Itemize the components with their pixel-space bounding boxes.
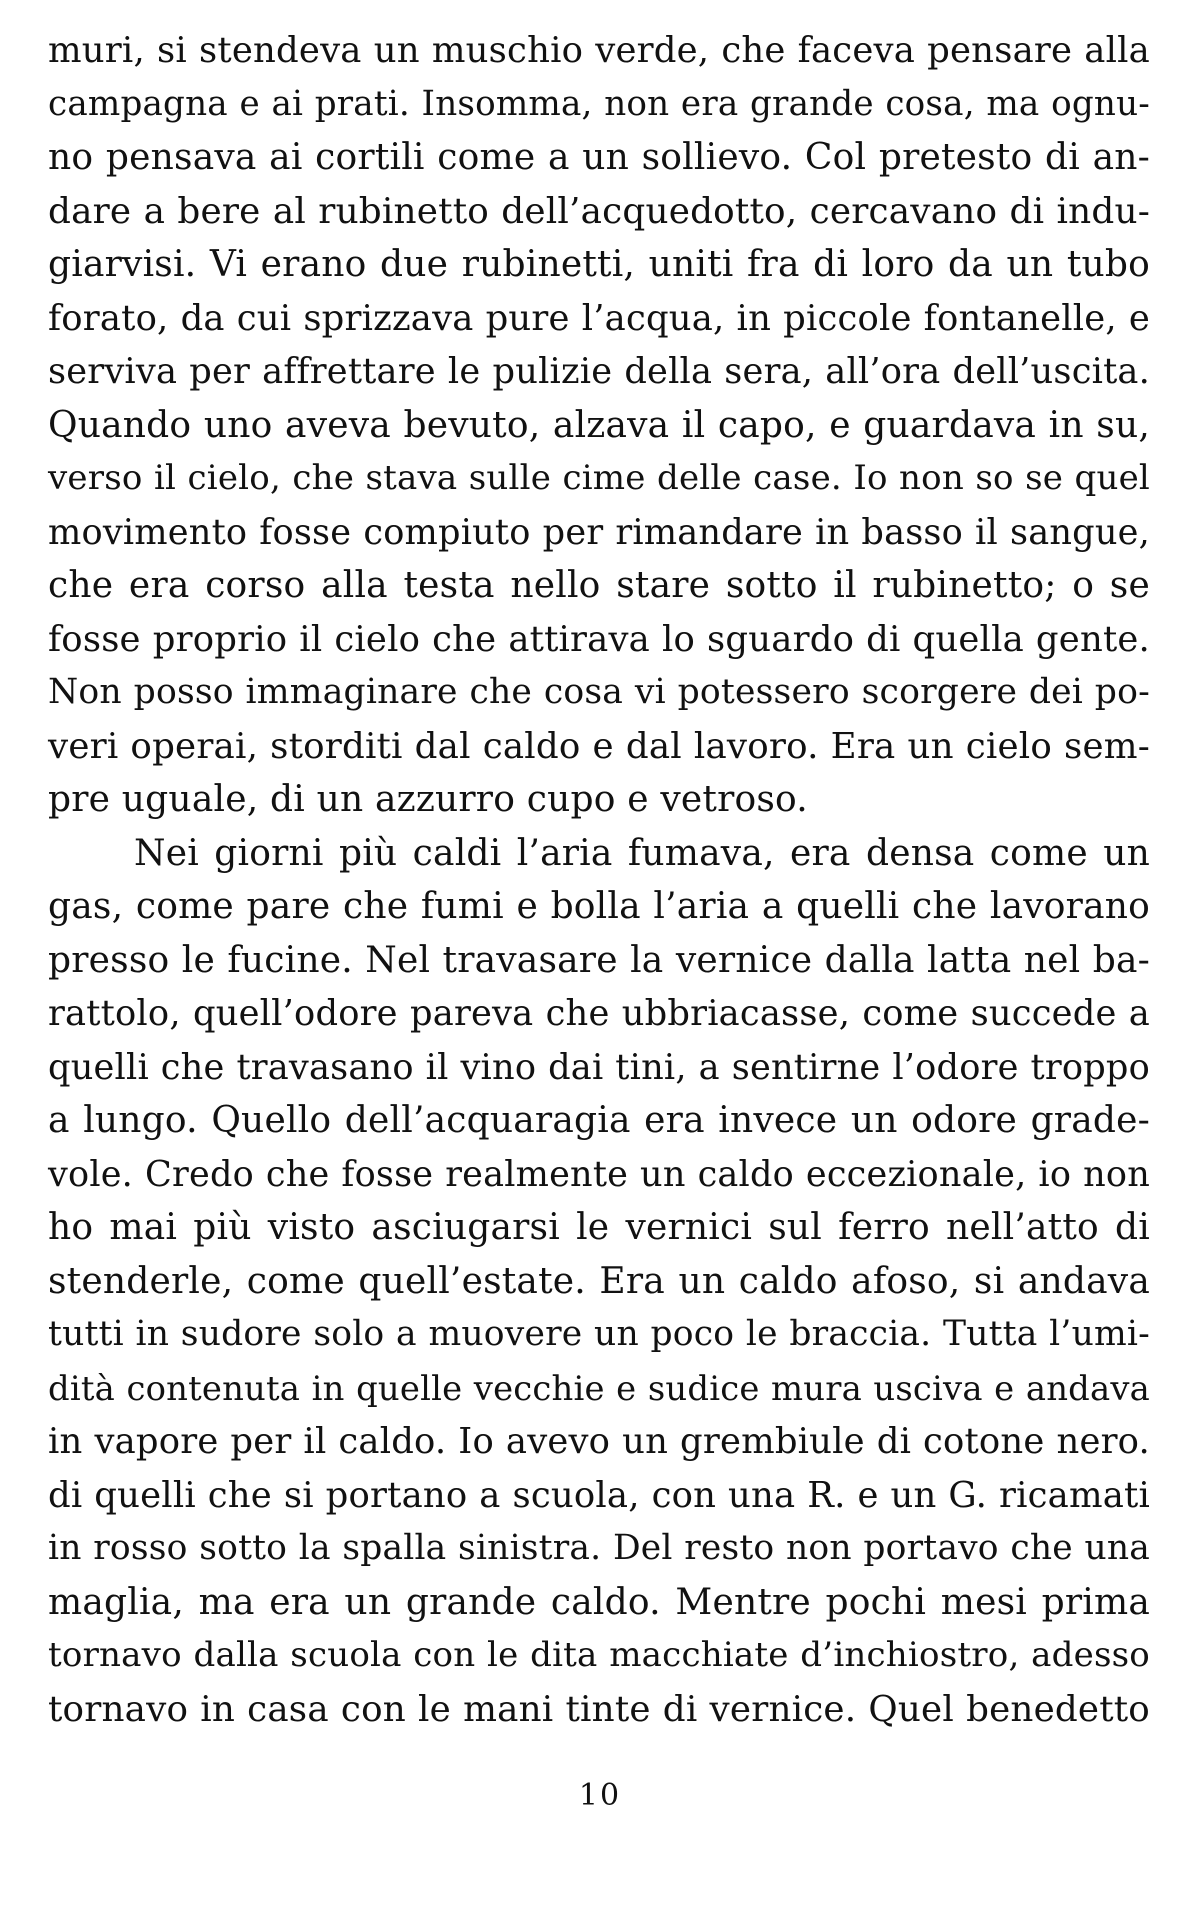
text-line: in vapore per il caldo. Io avevo un grembiule di cotone nero. [48, 1421, 1150, 1462]
page-number: 10 [578, 1778, 622, 1813]
text-line: verso il cielo, che stava sulle cime delle case. Io non so se quel [48, 458, 1150, 498]
text-line: campagna e ai prati. Insomma, non era grande cosa, ma ognu- [48, 83, 1150, 124]
text-line: rattolo, quell’odore pareva che ubbriacasse, come succede a [48, 993, 1150, 1034]
text-line: stenderle, come quell’estate. Era un caldo afoso, si andava [48, 1260, 1150, 1302]
text-line: Quando uno aveva bevuto, alzava il capo, e guardava in su, [48, 404, 1150, 446]
body-text [48, 24, 1150, 1736]
text-line: movimento fosse compiuto per rimandare in basso il sangue, [48, 511, 1150, 553]
text-line: maglia, ma era un grande caldo. Mentre pochi mesi prima [48, 1581, 1150, 1623]
paragraph-start-line: Nei giorni più caldi l’aria fumava, era densa come un [134, 832, 1150, 874]
text-line: presso le fucine. Nel travasare la vernice dalla latta nel ba- [48, 939, 1150, 981]
text-line: no pensava ai cortili come a un sollievo. Col pretesto di an- [48, 137, 1150, 178]
text-line: Non posso immaginare che cosa vi potessero scorgere dei po- [48, 672, 1150, 712]
text-line: quelli che travasano il vino dai tini, a sentirne l’odore troppo [48, 1046, 1150, 1088]
text-line: gas, come pare che fumi e bolla l’aria a quelli che lavorano [48, 886, 1150, 927]
text-line: tornavo in casa con le mani tinte di vernice. Quel benedetto [48, 1688, 1150, 1730]
text-line: veri operai, storditi dal caldo e dal lavoro. Era un cielo sem- [48, 725, 1150, 767]
text-line: tutti in sudore solo a muovere un poco le braccia. Tutta l’umi- [48, 1314, 1150, 1354]
paragraph-end-line: pre uguale, di un azzurro cupo e vetroso. [48, 779, 808, 820]
text-line: vole. Credo che fosse realmente un caldo eccezionale, io non [48, 1153, 1150, 1195]
text-line: giarvisi. Vi erano due rubinetti, uniti fra di loro da un tubo [48, 244, 1150, 285]
text-line: a lungo. Quello dell’acquaragia era invece un odore grade- [48, 1100, 1150, 1141]
text-line: dità contenuta in quelle vecchie e sudice mura usciva e andava [48, 1368, 1150, 1408]
text-line: forato, da cui sprizzava pure l’acqua, in piccole fontanelle, e [48, 297, 1150, 339]
text-line: serviva per affrettare le pulizie della sera, all’ora dell’uscita. [48, 351, 1150, 392]
text-line: di quelli che si portano a scuola, con una R. e un G. ricamati [48, 1474, 1150, 1516]
text-line: in rosso sotto la spalla sinistra. Del resto non portavo che una [48, 1528, 1150, 1568]
text-line: muri, si stendeva un muschio verde, che faceva pensare alla [48, 30, 1150, 71]
text-line: tornavo dalla scuola con le dita macchiate d’inchiostro, adesso [48, 1635, 1150, 1675]
text-line: che era corso alla testa nello stare sotto il rubinetto; o se [48, 565, 1150, 606]
text-line: fosse proprio il cielo che attirava lo sguardo di quella gente. [48, 618, 1150, 660]
text-line: ho mai più visto asciugarsi le vernici sul ferro nell’atto di [48, 1207, 1150, 1248]
text-line: dare a bere al rubinetto dell’acquedotto, cercavano di indu- [48, 190, 1150, 232]
